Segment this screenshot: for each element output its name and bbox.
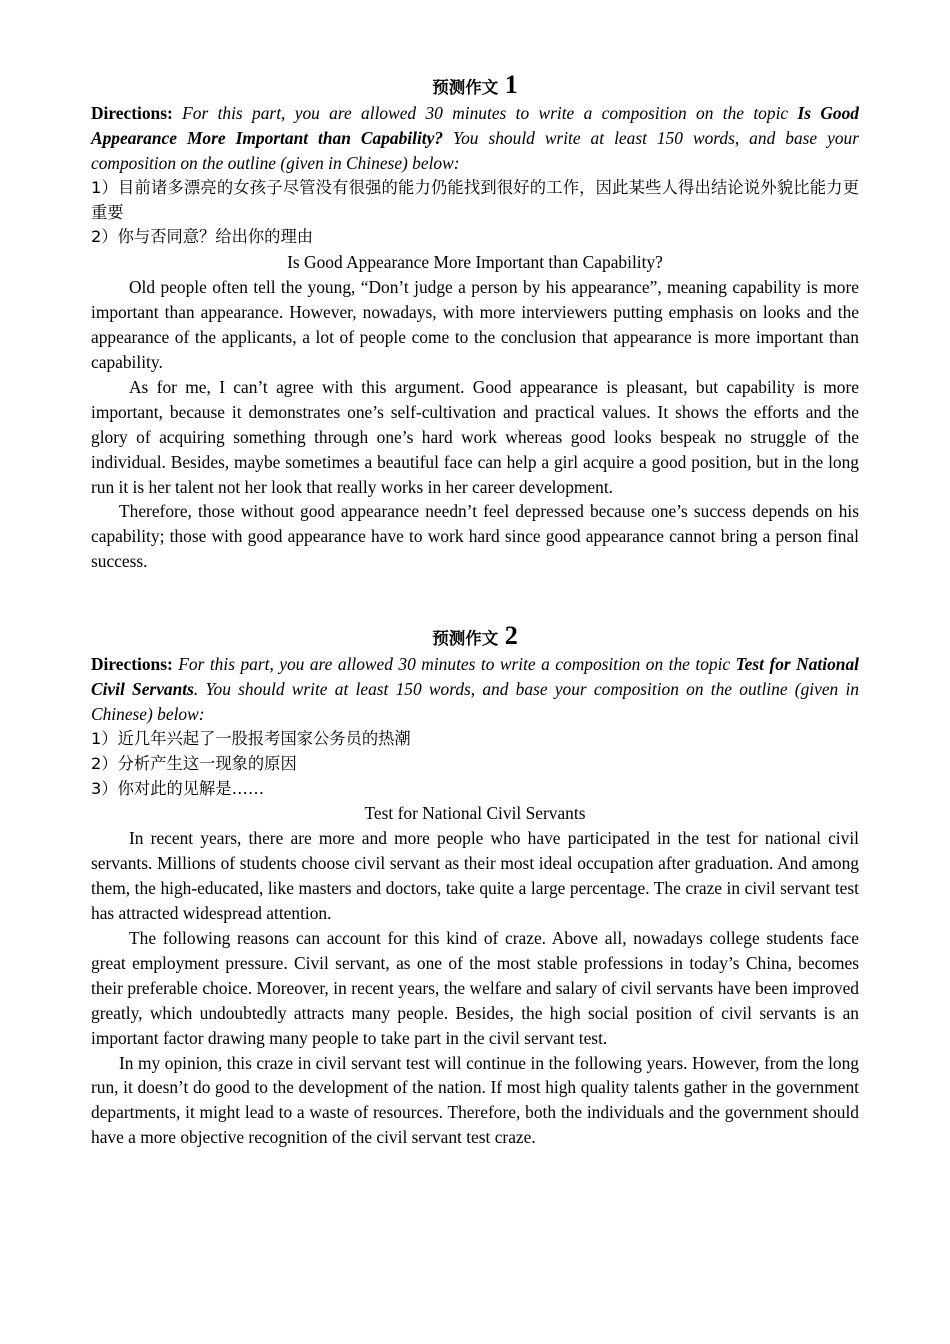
section-heading xyxy=(91,621,859,652)
section-heading-cn: 预测作文 xyxy=(432,629,499,649)
section-spacer xyxy=(91,574,859,624)
essay-paragraph: As for me, I can’t agree with this argument. Good appearance is pleasant, but capability is more important, because it demonstrates one’s self-cultivation and practical values. It shows the efforts and the glory of acquiring something through one’s hard work whereas good looks bespeak no struggle of the individual. Besides, maybe sometimes a beautiful face can help a girl acquire a good position, but in the long run it is her talent not her look that really works in her career development. xyxy=(91,376,859,497)
essay-paragraph: Old people often tell the young, “Don’t judge a person by his appearance”, meaning capability is more important than appearance. However, nowadays, with more interviewers putting emphasis on looks and the appearance of the applicants, a lot of people come to the conclusion that appearance is more important than capability. xyxy=(91,277,859,372)
directions-text-before: For this part, you are allowed 30 minutes to write a composition on the topic xyxy=(172,102,798,123)
section-heading-number: 2 xyxy=(504,621,518,651)
directions-topic: Is Good Appearance More Important than Capability? xyxy=(91,102,859,148)
essay-title: Is Good Appearance More Important than Capability? xyxy=(287,252,663,273)
directions xyxy=(91,652,859,727)
outline-item: 2）分析产生这一现象的原因 xyxy=(91,753,297,773)
essay-paragraph: In my opinion, this craze in civil servant test will continue in the following years. However, from the long run, it doesn’t do good to the development of the nation. If most high quality talents gather in the government departments, it might lead to a waste of resources. Therefore, both the individuals and the government should have a more objective recognition of the civil servant test craze. xyxy=(91,1052,859,1148)
essay-title: Test for National Civil Servants xyxy=(364,803,586,824)
directions-text-before: For this part, you are allowed 30 minutes to write a composition on the topic xyxy=(172,654,736,675)
essay-section-1 xyxy=(91,70,859,574)
section-heading-cn: 预测作文 xyxy=(432,78,499,97)
directions-label: Directions: xyxy=(91,102,173,123)
essay-section-2 xyxy=(91,621,859,1150)
essay-paragraph: Therefore, those without good appearance needn’t feel depressed because one’s success depends on his capability; those with good appearance have to work hard since good appearance cannot bring a person final success. xyxy=(91,501,859,572)
section-heading-number: 1 xyxy=(504,70,518,99)
section-heading xyxy=(91,70,859,101)
directions xyxy=(91,101,859,176)
essay-paragraph: In recent years, there are more and more people who have participated in the test for national civil servants. Millions of students choose civil servant as their most ideal occupation after graduation. And among them, the high-educated, like masters and doctors, take quite a large percentage. The craze in civil servant test has attracted widespread attention. xyxy=(91,828,859,924)
outline-item: 3）你对此的见解是…… xyxy=(91,778,265,798)
outline-item: 1）近几年兴起了一股报考国家公务员的热潮 xyxy=(91,728,411,748)
essay-paragraph: The following reasons can account for this kind of craze. Above all, nowadays college students face great employment pressure. Civil servant, as one of the most stable professions in today’s China, becomes their preferable choice. Moreover, in recent years, the welfare and salary of civil servants have been improved greatly, which undoubtedly attracts many people. Besides, the high social position of civil servants is an important factor drawing many people to take part in the civil servant test. xyxy=(91,928,859,1048)
directions-text-after: You should write at least 150 words, and base your composition on the outline (given in Chinese) below: xyxy=(91,127,859,173)
outline-item: 1）目前诸多漂亮的女孩子尽管没有很强的能力仍能找到很好的工作，因此某些人得出结论说外貌比能力更重要 xyxy=(91,177,859,222)
directions-topic: Test for National Civil Servants xyxy=(91,654,859,699)
directions-text-after: . You should write at least 150 words, and base your composition on the outline (given in Chinese) below: xyxy=(91,678,859,724)
outline-item: 2）你与否同意？给出你的理由 xyxy=(91,227,314,247)
directions-label: Directions: xyxy=(91,654,173,675)
